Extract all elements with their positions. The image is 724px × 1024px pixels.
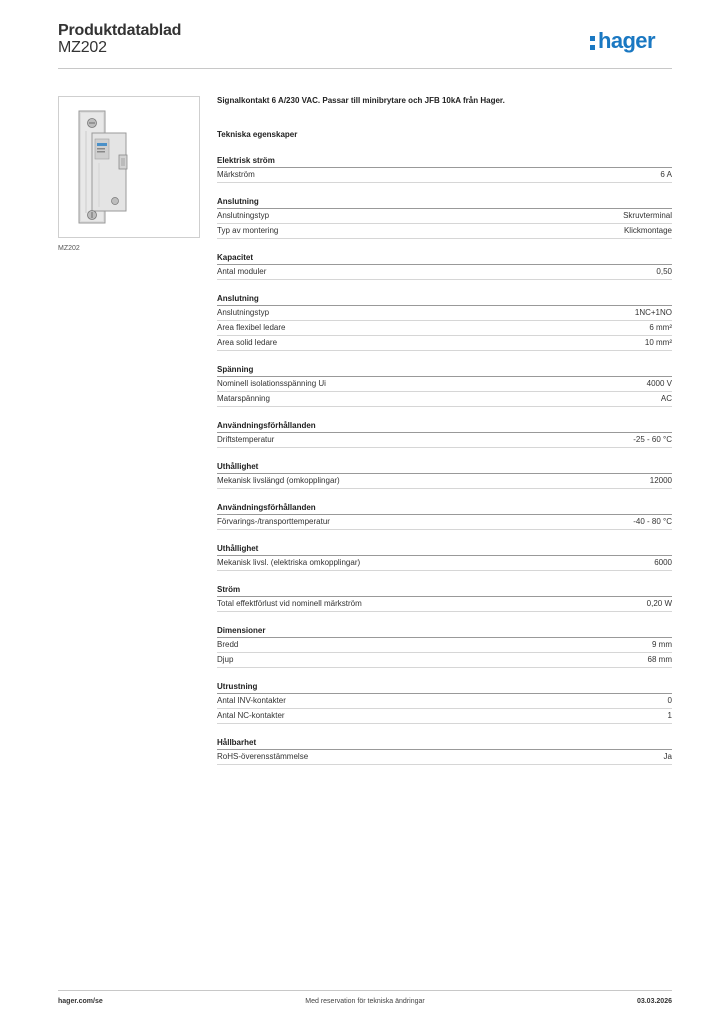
spec-section <box>217 365 672 407</box>
logo-text: hager <box>598 28 655 53</box>
spec-value: 1NC+1NO <box>634 308 672 317</box>
spec-row <box>217 750 672 765</box>
spec-row <box>217 336 672 351</box>
spec-row <box>217 597 672 612</box>
spec-value: Ja <box>663 752 672 761</box>
page-footer <box>58 998 672 1010</box>
spec-row <box>217 168 672 183</box>
section-title: Ström <box>217 585 672 597</box>
section-title: Uthållighet <box>217 462 672 474</box>
spec-row <box>217 694 672 709</box>
spec-sections <box>217 156 672 765</box>
section-title: Hållbarhet <box>217 738 672 750</box>
spec-section <box>217 294 672 351</box>
section-title: Användningsförhållanden <box>217 421 672 433</box>
spec-value: 0,50 <box>656 267 672 276</box>
spec-section <box>217 197 672 239</box>
spec-row <box>217 392 672 407</box>
spec-row <box>217 224 672 239</box>
spec-section <box>217 544 672 571</box>
spec-label: RoHS-överensstämmelse <box>217 752 309 761</box>
spec-value: Skruvterminal <box>623 211 672 220</box>
spec-value: -25 - 60 °C <box>633 435 672 444</box>
spec-row <box>217 709 672 724</box>
spec-value: 4000 V <box>646 379 672 388</box>
spec-value: 1 <box>667 711 672 720</box>
footer-disclaimer: Med reservation för tekniska ändringar <box>305 998 425 1005</box>
spec-label: Mekanisk livsl. (elektriska omkopplingar) <box>217 558 361 567</box>
spec-value: -40 - 80 °C <box>633 517 672 526</box>
product-description: Signalkontakt 6 A/230 VAC. Passar till minibrytare och JFB 10kA från Hager. <box>217 96 505 105</box>
spec-label: Matarspänning <box>217 394 270 403</box>
page-header <box>58 20 672 70</box>
spec-section <box>217 626 672 668</box>
spec-value: Klickmontage <box>623 226 672 235</box>
section-title: Kapacitet <box>217 253 672 265</box>
spec-row <box>217 653 672 668</box>
spec-value: 68 mm <box>647 655 672 664</box>
spec-label: Nominell isolationsspänning Ui <box>217 379 326 388</box>
footer-website[interactable]: hager.com/se <box>58 998 103 1005</box>
spec-label: Total effektförlust vid nominell märkström <box>217 599 362 608</box>
spec-label: Märkström <box>217 170 255 179</box>
spec-value: 9 mm <box>652 640 672 649</box>
section-title: Elektrisk ström <box>217 156 672 168</box>
spec-section <box>217 682 672 724</box>
spec-value: 10 mm² <box>644 338 672 347</box>
spec-label: Area flexibel ledare <box>217 323 286 332</box>
spec-label: Typ av montering <box>217 226 279 235</box>
logo-dots-icon <box>590 36 595 52</box>
spec-label: Anslutningstyp <box>217 308 270 317</box>
document-title: Produktdatablad <box>58 22 182 39</box>
product-image <box>58 96 200 238</box>
product-model: MZ202 <box>58 39 107 56</box>
spec-value: AC <box>660 394 672 403</box>
spec-row <box>217 474 672 489</box>
spec-label: Anslutningstyp <box>217 211 270 220</box>
spec-section <box>217 503 672 530</box>
spec-row <box>217 556 672 571</box>
hager-logo <box>590 28 672 56</box>
spec-value: 12000 <box>649 476 672 485</box>
section-title: Uthållighet <box>217 544 672 556</box>
header-divider <box>58 68 672 69</box>
spec-row <box>217 515 672 530</box>
spec-value: 0 <box>667 696 672 705</box>
spec-value: 6 A <box>660 170 672 179</box>
spec-row <box>217 433 672 448</box>
section-title: Dimensioner <box>217 626 672 638</box>
spec-value: 6000 <box>654 558 672 567</box>
spec-value: 6 mm² <box>649 323 672 332</box>
spec-row <box>217 209 672 224</box>
spec-section <box>217 253 672 280</box>
spec-label: Antal NC-kontakter <box>217 711 285 720</box>
spec-row <box>217 306 672 321</box>
section-title: Anslutning <box>217 197 672 209</box>
spec-row <box>217 321 672 336</box>
footer-date: 03.03.2026 <box>636 998 672 1005</box>
technical-properties-heading: Tekniska egenskaper <box>217 130 298 139</box>
spec-label: Area solid ledare <box>217 338 278 347</box>
spec-row <box>217 638 672 653</box>
product-illustration-icon <box>59 97 199 237</box>
spec-row <box>217 377 672 392</box>
spec-section <box>217 421 672 448</box>
spec-label: Djup <box>217 655 234 664</box>
spec-label: Antal moduler <box>217 267 267 276</box>
spec-label: Mekanisk livslängd (omkopplingar) <box>217 476 340 485</box>
spec-section <box>217 156 672 183</box>
section-title: Spänning <box>217 365 672 377</box>
footer-divider <box>58 990 672 991</box>
spec-label: Driftstemperatur <box>217 435 275 444</box>
spec-section <box>217 738 672 765</box>
spec-label: Antal INV-kontakter <box>217 696 286 705</box>
section-title: Utrustning <box>217 682 672 694</box>
spec-row <box>217 265 672 280</box>
spec-section <box>217 462 672 489</box>
spec-label: Bredd <box>217 640 239 649</box>
spec-section <box>217 585 672 612</box>
section-title: Anslutning <box>217 294 672 306</box>
product-content <box>217 96 672 765</box>
image-caption: MZ202 <box>58 245 80 252</box>
spec-value: 0,20 W <box>646 599 672 608</box>
section-title: Användningsförhållanden <box>217 503 672 515</box>
spec-label: Förvarings-/transporttemperatur <box>217 517 330 526</box>
